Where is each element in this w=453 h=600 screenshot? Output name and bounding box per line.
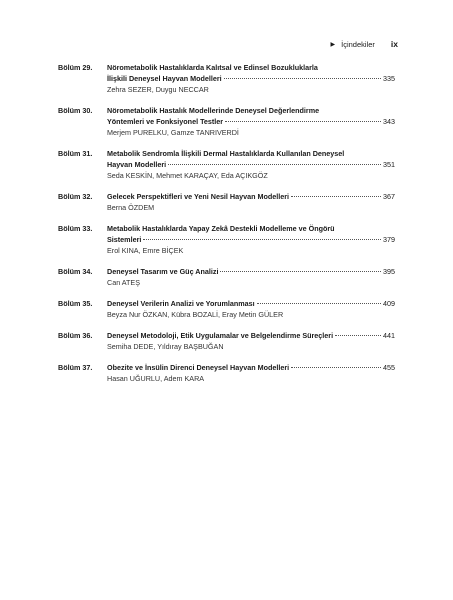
chapter-title-line	[107, 362, 395, 373]
toc-entry[interactable]	[58, 266, 395, 288]
chapter-page-number: 395	[383, 267, 395, 276]
chapter-title-text: Nörometabolik Hastalıklarda Kalıtsal ve Edinsel Bozukluklarla	[107, 63, 318, 72]
chapter-title-line	[107, 330, 395, 341]
entry-content	[107, 62, 395, 95]
chapter-title-text: Metabolik Hastalıklarda Yapay Zekâ Destekli Modelleme ve Öngörü	[107, 224, 335, 233]
dot-leader	[335, 335, 381, 336]
chapter-title-text: İlişkili Deneysel Hayvan Modelleri	[107, 74, 222, 83]
chapter-authors: Erol KINA, Emre BİÇEK	[107, 246, 184, 255]
chapter-title-line	[107, 159, 395, 170]
entry-content	[107, 362, 395, 384]
chapter-number: Bölüm 31.	[58, 149, 93, 158]
dot-leader	[168, 164, 381, 165]
chapter-title-text: Obezite ve İnsülin Direnci Deneysel Hayvan Modelleri	[107, 363, 290, 372]
chapter-title-line	[107, 105, 395, 116]
dot-leader	[291, 367, 381, 368]
chapter-title-text: Deneysel Metodoloji, Etik Uygulamalar ve Belgelendirme Süreçleri	[107, 331, 334, 340]
chapter-title-line	[107, 62, 395, 73]
chapter-page-number: 335	[383, 74, 395, 83]
toc-entry[interactable]	[58, 298, 395, 320]
dot-leader	[257, 303, 381, 304]
chapter-authors: Semiha DEDE, Yıldıray BAŞBUĞAN	[107, 342, 224, 351]
chapter-authors: Hasan UĞURLU, Adem KARA	[107, 374, 205, 383]
chapter-title-line	[107, 266, 395, 277]
entry-content	[107, 105, 395, 138]
toc-entry[interactable]	[58, 330, 395, 352]
chapter-title-text: Metabolik Sendromla İlişkili Dermal Hastalıklarda Kullanılan Deneysel	[107, 149, 345, 158]
chapter-title-text: Deneysel Verilerin Analizi ve Yorumlanması	[107, 299, 255, 308]
chapter-number: Bölüm 33.	[58, 224, 93, 233]
chapter-number: Bölüm 34.	[58, 267, 93, 276]
chapter-authors: Merjem PURELKU, Gamze TANRIVERDİ	[107, 128, 239, 137]
triangle-marker-icon: ▶	[330, 41, 336, 48]
chapter-number: Bölüm 32.	[58, 192, 93, 201]
chapter-title-text: Yöntemleri ve Fonksiyonel Testler	[107, 117, 224, 126]
chapter-page-number: 409	[383, 299, 395, 308]
dot-leader	[224, 78, 381, 79]
chapter-title-line	[107, 298, 395, 309]
chapter-page-number: 379	[383, 235, 395, 244]
dot-leader	[225, 121, 381, 122]
dot-leader	[220, 271, 381, 272]
chapter-authors: Zehra SEZER, Duygu NECCAR	[107, 85, 209, 94]
entry-content	[107, 223, 395, 256]
chapter-page-number: 455	[383, 363, 395, 372]
toc-entry[interactable]	[58, 191, 395, 213]
entry-content	[107, 298, 395, 320]
running-header	[331, 39, 398, 49]
toc-entry[interactable]	[58, 148, 395, 181]
chapter-title-line	[107, 73, 395, 84]
dot-leader	[143, 239, 381, 240]
toc-entry[interactable]	[58, 105, 395, 138]
chapter-number: Bölüm 30.	[58, 106, 93, 115]
chapter-authors: Berna ÖZDEM	[107, 203, 155, 212]
toc-entry[interactable]	[58, 62, 395, 95]
chapter-title-line	[107, 234, 395, 245]
chapter-page-number: 343	[383, 117, 395, 126]
chapter-title-line	[107, 148, 395, 159]
header-section-title: İçindekiler	[341, 39, 375, 49]
chapter-page-number: 367	[383, 192, 395, 201]
chapter-authors: Beyza Nur ÖZKAN, Kübra BOZALİ, Eray Metin GÜLER	[107, 310, 284, 319]
chapter-title-line	[107, 191, 395, 202]
chapter-authors: Seda KESKİN, Mehmet KARAÇAY, Eda AÇIKGÖZ	[107, 171, 268, 180]
chapter-title-text: Deneysel Tasarım ve Güç Analizi	[107, 267, 219, 276]
chapter-page-number: 441	[383, 331, 395, 340]
chapter-title-line	[107, 223, 395, 234]
chapter-number: Bölüm 35.	[58, 299, 93, 308]
chapter-title-text: Gelecek Perspektifleri ve Yeni Nesil Hayvan Modelleri	[107, 192, 290, 201]
chapter-number: Bölüm 29.	[58, 63, 93, 72]
dot-leader	[291, 196, 381, 197]
toc-entry[interactable]	[58, 223, 395, 256]
entry-content	[107, 191, 395, 213]
chapter-authors: Can ATEŞ	[107, 278, 141, 287]
toc-entry[interactable]	[58, 362, 395, 384]
entry-content	[107, 330, 395, 352]
page-number: ix	[390, 39, 398, 49]
chapter-title-text: Hayvan Modelleri	[107, 160, 167, 169]
chapter-title-text: Sistemleri	[107, 235, 142, 244]
entry-content	[107, 266, 395, 288]
table-of-contents	[58, 62, 395, 394]
chapter-page-number: 351	[383, 160, 395, 169]
entry-content	[107, 148, 395, 181]
chapter-number: Bölüm 37.	[58, 363, 93, 372]
chapter-title-line	[107, 116, 395, 127]
chapter-title-text: Nörometabolik Hastalık Modellerinde Deneysel Değerlendirme	[107, 106, 320, 115]
chapter-number: Bölüm 36.	[58, 331, 93, 340]
